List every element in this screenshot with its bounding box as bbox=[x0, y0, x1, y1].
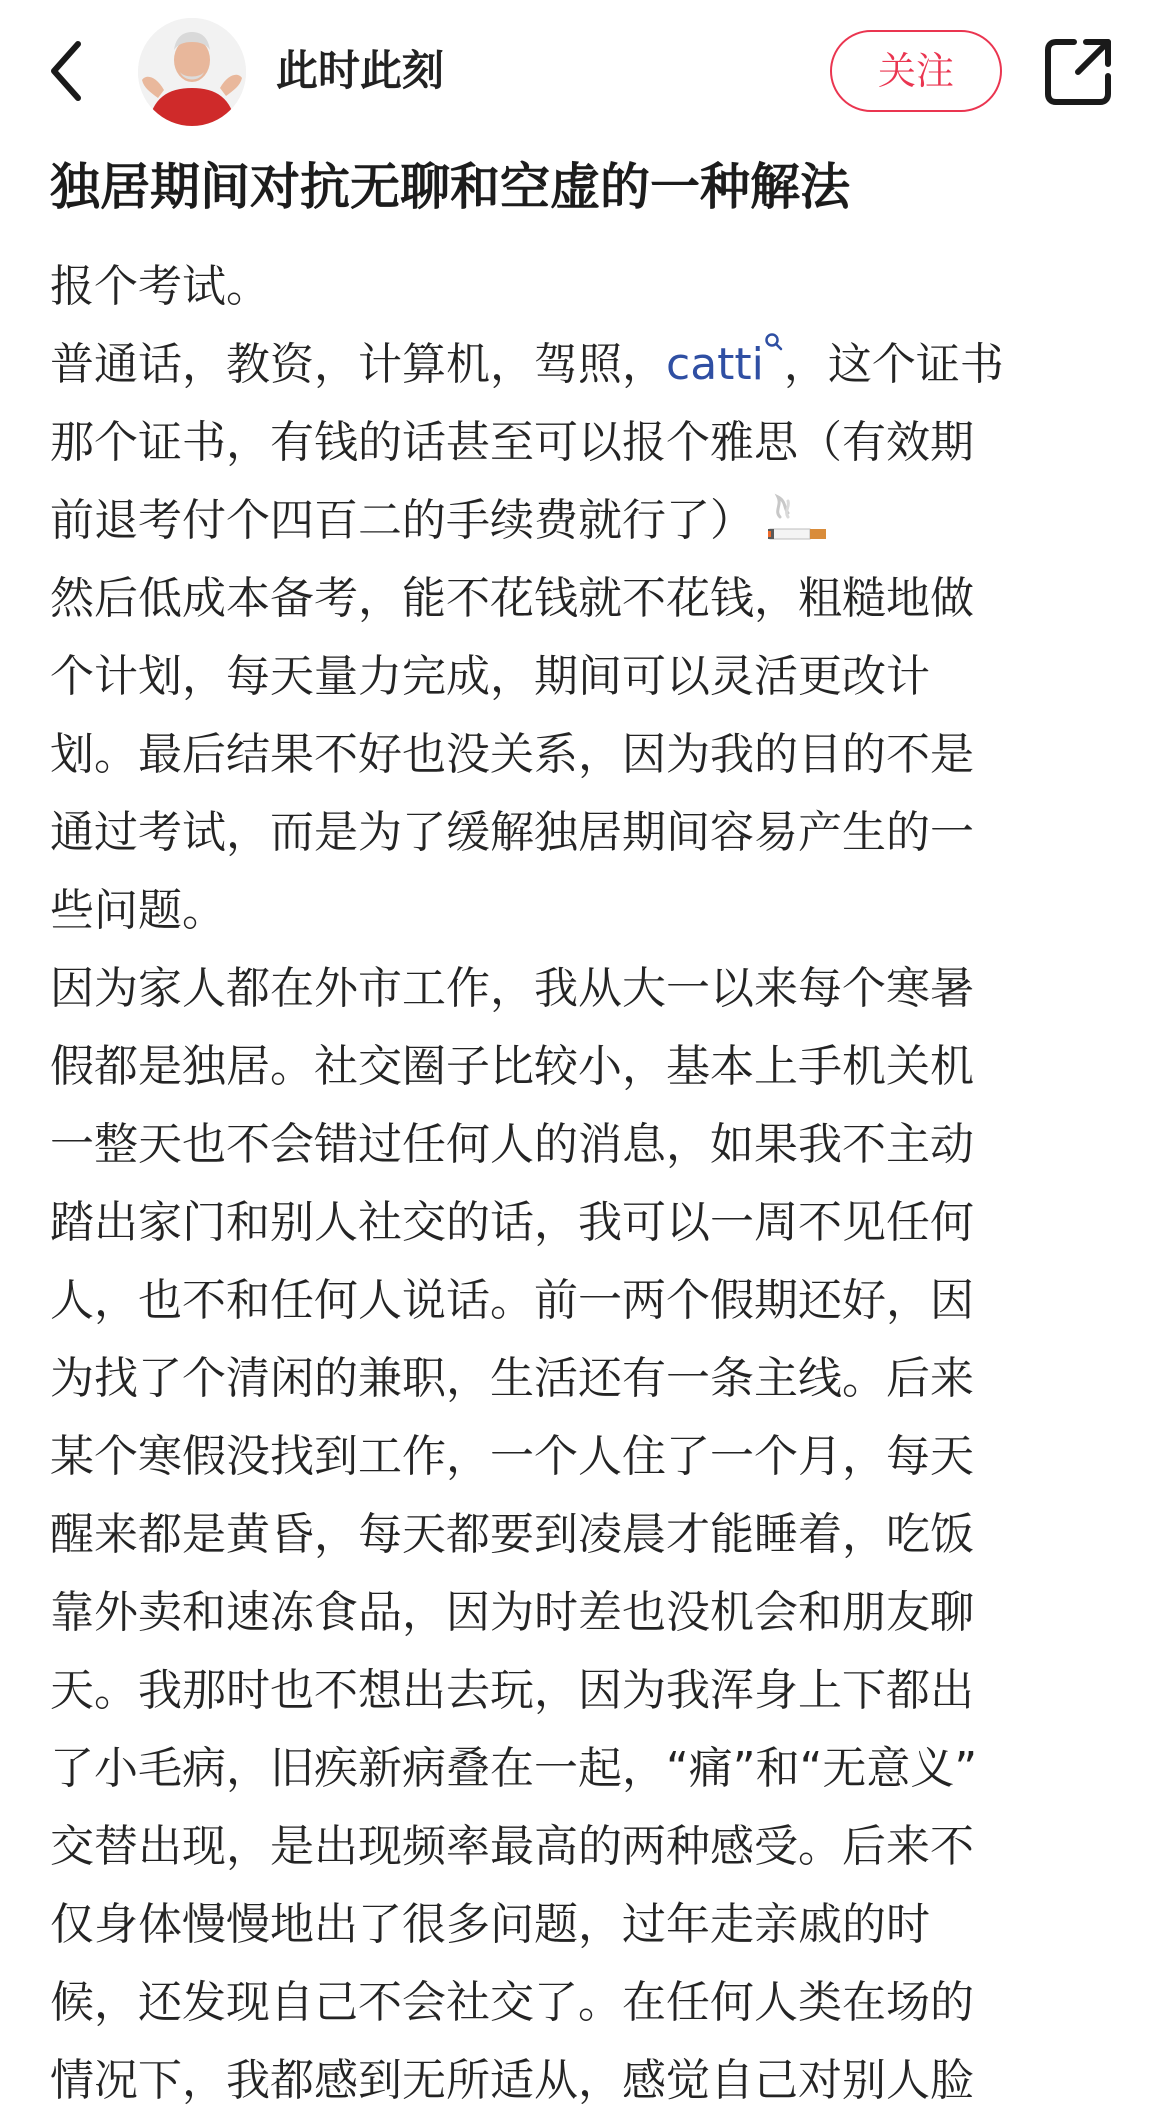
follow-button[interactable]: 关注 bbox=[830, 30, 1002, 112]
text-line: 醒来都是黄昏，每天都要到凌晨才能睡着，吃饭 bbox=[50, 1509, 974, 1560]
text-line: 候，还发现自己不会社交了。在任何人类在场的 bbox=[50, 1977, 974, 2028]
text-line: 些问题。 bbox=[50, 885, 226, 936]
text-line: 为找了个清闲的兼职，生活还有一条主线。后来 bbox=[50, 1353, 974, 1404]
text-segment: 普通话，教资，计算机，驾照， bbox=[50, 339, 666, 390]
text-line: 个计划，每天量力完成，期间可以灵活更改计 bbox=[50, 651, 930, 702]
top-bar bbox=[0, 0, 1170, 142]
text-segment: 前退考付个四百二的手续费就行了） bbox=[50, 495, 754, 546]
text-line bbox=[50, 482, 1130, 560]
search-link-label[interactable]: catti bbox=[666, 339, 764, 390]
author-name[interactable]: 此时此刻 bbox=[276, 46, 445, 95]
text-line: 通过考试，而是为了缓解独居期间容易产生的一 bbox=[50, 807, 974, 858]
back-button[interactable] bbox=[42, 30, 98, 112]
text-line: 报个考试。 bbox=[50, 261, 270, 312]
text-line: 交替出现，是出现频率最高的两种感受。后来不 bbox=[50, 1821, 974, 1872]
text-line: 天。我那时也不想出去玩，因为我浑身上下都出 bbox=[50, 1665, 974, 1716]
chevron-left-icon bbox=[42, 30, 98, 112]
text-line: 因为家人都在外市工作，我从大一以来每个寒暑 bbox=[50, 963, 974, 1014]
text-line: 假都是独居。社交圈子比较小，基本上手机关机 bbox=[50, 1041, 974, 1092]
text-line: 靠外卖和速冻食品，因为时差也没机会和朋友聊 bbox=[50, 1587, 974, 1638]
search-icon bbox=[764, 332, 784, 352]
share-icon bbox=[1040, 34, 1116, 110]
post-body bbox=[50, 248, 1130, 2120]
text-line: 仅身体慢慢地出了很多问题，过年走亲戚的时 bbox=[50, 1899, 930, 1950]
avatar-image bbox=[138, 18, 246, 126]
text-line: 踏出家门和别人社交的话，我可以一周不见任何 bbox=[50, 1197, 974, 1248]
avatar[interactable] bbox=[138, 18, 246, 126]
text-line: 了小毛病，旧疾新病叠在一起，“痛”和“无意义” bbox=[50, 1743, 978, 1794]
text-line: 然后低成本备考，能不花钱就不花钱，粗糙地做 bbox=[50, 573, 974, 624]
text-line: 划。最后结果不好也没关系，因为我的目的不是 bbox=[50, 729, 974, 780]
text-line: 某个寒假没找到工作，一个人住了一个月，每天 bbox=[50, 1431, 974, 1482]
text-line: 人，也不和任何人说话。前一两个假期还好，因 bbox=[50, 1275, 974, 1326]
cigarette-emoji-icon bbox=[766, 487, 830, 551]
text-segment: ，这个证书 bbox=[783, 339, 1004, 390]
text-line: 情况下，我都感到无所适从，感觉自己对别人脸 bbox=[50, 2055, 974, 2106]
text-line: 一整天也不会错过任何人的消息，如果我不主动 bbox=[50, 1119, 974, 1170]
search-link-catti[interactable] bbox=[666, 339, 784, 390]
text-line bbox=[50, 326, 1130, 404]
post-title: 独居期间对抗无聊和空虚的一种解法 bbox=[50, 158, 850, 216]
text-line: 那个证书，有钱的话甚至可以报个雅思（有效期 bbox=[50, 417, 974, 468]
share-button[interactable] bbox=[1040, 34, 1116, 110]
